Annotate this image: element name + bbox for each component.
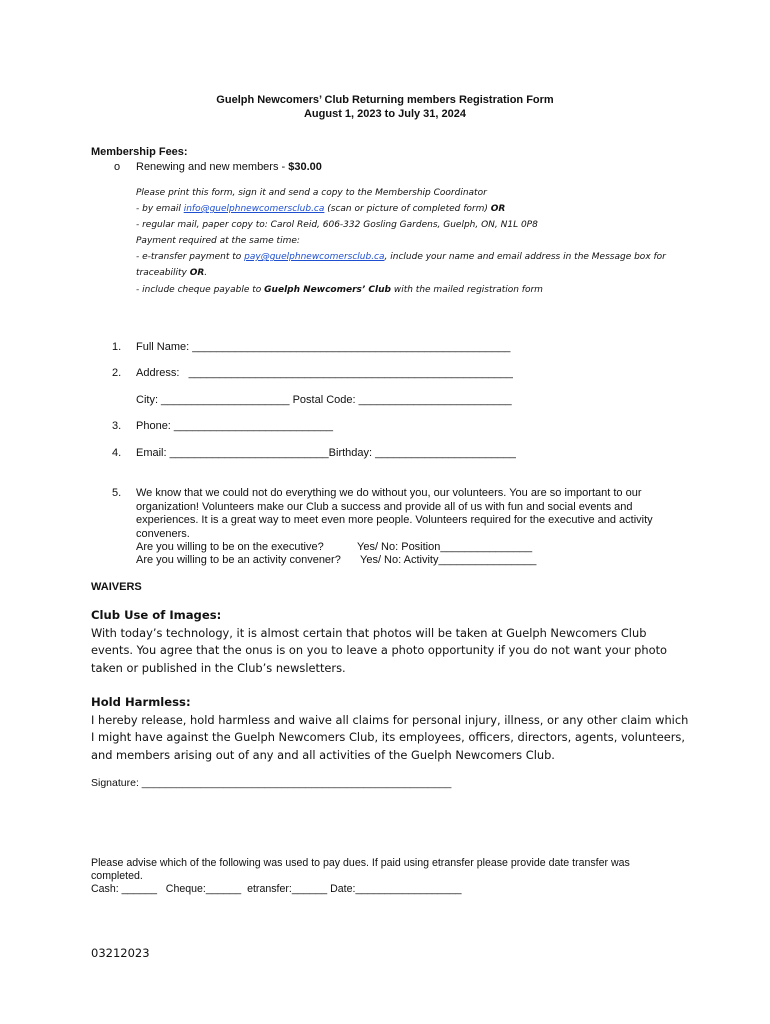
hold-harmless-heading: Hold Harmless: [91, 695, 191, 709]
membership-email-link[interactable]: info@guelphnewcomersclub.ca [183, 204, 325, 214]
city-postal-field[interactable]: City: _____________________ Postal Code: _________________________ [136, 394, 512, 406]
executive-question: Are you willing to be on the executive? [136, 541, 324, 553]
images-paragraph [91, 625, 691, 677]
instruction-line-3: - regular mail, paper copy to: Carol Reid, 606-332 Gosling Gardens, Guelph, ON, N1L 0P8 [136, 220, 538, 230]
harmless-line: I hereby release, hold harmless and waive all claims for personal injury, illness, or any other claim which [91, 713, 689, 727]
item-number-1: 1. [112, 341, 122, 353]
instruction-line-2 [136, 204, 505, 214]
cheque-prefix: - include cheque payable to [136, 285, 265, 295]
email-mid: (scan or picture of completed form) [324, 204, 491, 214]
address-field[interactable]: Address: _____________________________________________________ [136, 367, 513, 379]
instruction-line-4: Payment required at the same time: [136, 236, 300, 246]
document-code: 03212023 [91, 946, 150, 960]
signature-field[interactable]: Signature: _____________________________________________________ [91, 777, 452, 789]
instruction-line-6 [136, 268, 207, 278]
payment-instruction-1: Please advise which of the following was used to pay dues. If paid using etransfer please provide date transfer was [91, 857, 630, 869]
etransfer-suffix: , include your name and email address in the Message box for [384, 252, 666, 262]
email-birthday-field[interactable]: Email: __________________________Birthday: _______________________ [136, 447, 516, 459]
form-date-range: August 1, 2023 to July 31, 2024 [303, 108, 467, 120]
instruction-line-7 [136, 285, 543, 295]
membership-fees-heading: Membership Fees: [91, 146, 188, 158]
images-line: events. You agree that the onus is on you to leave a photo opportunity if you do not want your photo [91, 643, 668, 658]
cheque-suffix: with the mailed registration form [390, 285, 543, 295]
item-number-5: 5. [112, 487, 122, 499]
images-heading: Club Use of Images: [91, 608, 222, 622]
convener-question: Are you willing to be an activity convener? [136, 554, 341, 566]
payment-instruction-2: completed. [91, 870, 143, 882]
payment-email-link[interactable]: pay@guelphnewcomersclub.ca [244, 252, 385, 262]
item-number-2: 2. [112, 367, 122, 379]
payee-name: Guelph Newcomers’ Club [264, 285, 391, 295]
item-number-4: 4. [112, 447, 122, 459]
phone-field[interactable]: Phone: __________________________ [136, 420, 333, 432]
fee-amount: $30.00 [288, 161, 322, 173]
harmless-line: I might have against the Guelph Newcomers Club, its employees, officers, directors, agents, volunteers, [91, 730, 685, 745]
waivers-heading: WAIVERS [91, 581, 142, 593]
convener-answer-field[interactable]: Yes/ No: Activity________________ [360, 554, 537, 566]
volunteer-line: conveners. [136, 527, 190, 540]
email-prefix: - by email [136, 204, 184, 214]
volunteer-line: organization! Volunteers make our Club a success and provide all of us with fun and social events and [136, 500, 633, 513]
instruction-line-5 [136, 252, 666, 262]
fee-item-text: Renewing and new members - [136, 161, 289, 173]
traceability-text: traceability [136, 268, 190, 278]
period: . [204, 268, 208, 278]
form-title: Guelph Newcomers’ Club Returning members Registration Form [216, 94, 554, 106]
volunteer-line: experiences. It is a great way to meet even more people. Volunteers required for the executive and activity [136, 514, 653, 527]
full-name-field[interactable]: Full Name: ____________________________________________________ [136, 341, 511, 353]
images-line: taken or published in the Club’s newsletters. [91, 660, 346, 675]
volunteer-line: We know that we could not do everything we do without you, our volunteers. You are so important to our [136, 487, 642, 499]
payment-method-fields[interactable]: Cash: ______ Cheque:______ etransfer:______ Date:__________________ [91, 883, 462, 895]
or-text-2: OR [189, 268, 205, 278]
volunteer-paragraph [136, 487, 653, 541]
item-number-3: 3. [112, 420, 122, 432]
etransfer-prefix: - e-transfer payment to [136, 252, 245, 262]
fee-item [136, 161, 322, 173]
instruction-line-1: Please print this form, sign it and send a copy to the Membership Coordinator [136, 188, 487, 198]
hold-harmless-paragraph [91, 712, 691, 764]
harmless-line: and members arising out of any and all activities of the Guelph Newcomers Club. [91, 747, 555, 762]
bullet-marker: o [114, 161, 121, 173]
images-line: With today’s technology, it is almost certain that photos will be taken at Guelph Newcomers Club [91, 626, 647, 640]
or-text: OR [490, 204, 506, 214]
executive-answer-field[interactable]: Yes/ No: Position_______________ [357, 541, 533, 553]
